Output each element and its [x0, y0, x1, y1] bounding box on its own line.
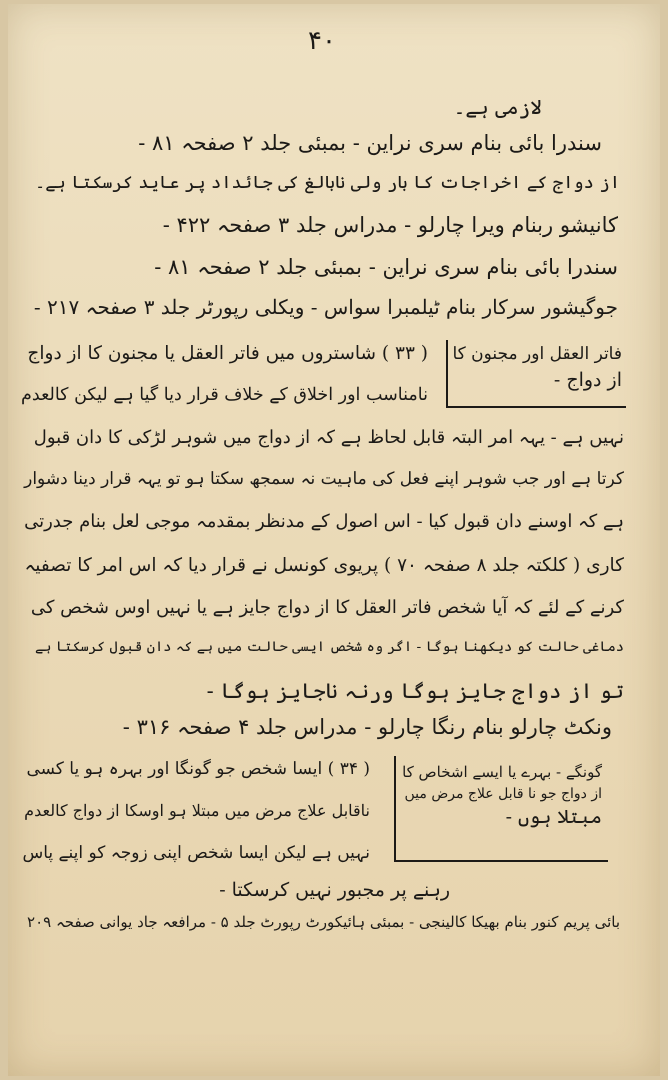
text-line: کرنے کے لئے کہ آیا شخص فاتر العقل کا از دواج جایز ہے یا نہیں اوس شخص کی — [30, 597, 624, 618]
text-line: ہے کہ اوسنے دان قبول کیا - اس اصول کے مدنظر بمقدمہ موجی لعل بنام جدرتی — [24, 511, 624, 532]
text-line: بائی پریم کنور بنام بھیکا کالینجی - بمبئی ہائیکورٹ رپورٹ جلد ۵ - مرافعہ جاد یوانی صفحہ ۲۰۹ — [27, 913, 620, 931]
page-number: ۴۰ — [308, 26, 336, 56]
text-line: سندرا بائی بنام سری نراین - بمبئی جلد ۲ صفحہ ۸۱ - — [138, 131, 602, 155]
text-line: ونکٹ چارلو بنام رنگا چارلو - مدراس جلد ۴ صفحہ ۳۱۶ - — [122, 715, 612, 739]
text-line: نہیں ہے لیکن ایسا شخص اپنی زوجہ کو اپنے پاس — [22, 843, 370, 863]
text-line: نامناسب اور اخلاق کے خلاف قرار دیا گیا ہے لیکن کالعدم — [21, 385, 428, 405]
text-line: لازمی ہے۔ — [453, 95, 542, 119]
side-note-34 — [402, 762, 602, 832]
text-line: کرتا ہے اور جب شوہر اپنے فعل کی ماہیت نہ سمجھ سکتا ہو تو یہہ قرار دینا دشوار — [24, 469, 624, 489]
side-note-line: از دواج - — [553, 368, 622, 391]
text-line: ناقابل علاج مرض میں مبتلا ہو اوسکا از دواج کالعدم — [24, 801, 370, 820]
text-line: دماغی حالت کو دیکھنا ہوگا - اگر وہ شخص ایسی حالت میں ہے کہ دان قبول کرسکتا ہے — [35, 639, 624, 655]
text-line: کانیشو ربنام ویرا چارلو - مدراس جلد ۳ صفحہ ۴۲۲ - — [162, 213, 618, 237]
text-line: رہنے پر مجبور نہیں کرسکتا - — [219, 879, 450, 901]
text-line: جوگیشور سرکار بنام ٹیلمبرا سواس - ویکلی رپورٹر جلد ۳ صفحہ ۲۱۷ - — [33, 295, 618, 319]
side-note-line: فاتر العقل اور مجنون کا — [452, 344, 622, 364]
side-note-line: گونگے - بہرے یا ایسے اشخاص کا — [402, 763, 602, 781]
text-line: از دواج کے اخراجات کا بار ولی نابالغ کی جائداد پر عاید کرسکتا ہے۔ — [34, 173, 620, 193]
text-line: کاری ( کلکتہ جلد ۸ صفحہ ۷۰ ) پریوی کونسل نے قرار دیا کہ اس امر کا تصفیہ — [24, 555, 624, 576]
text-line: تو از دواج جایز ہوگا ورنہ ناجایز ہوگا - — [206, 679, 624, 703]
side-note-line: مبتلا ہوں - — [505, 806, 602, 829]
text-line: ( ۳۳ ) شاستروں میں فاتر العقل یا مجنون کا از دواج — [27, 343, 428, 364]
text-line: ( ۳۴ ) ایسا شخص جو گونگا اور بہرہ ہو یا کسی — [26, 759, 370, 779]
document-page — [8, 4, 660, 1076]
text-line: نہیں ہے - یہہ امر البتہ قابل لحاظ ہے کہ از دواج میں شوہر لڑکی کا دان قبول — [33, 427, 624, 448]
side-note-line: از دواج جو نا قابل علاج مرض میں — [404, 785, 602, 802]
text-line: سندرا بائی بنام سری نراین - بمبئی جلد ۲ صفحہ ۸۱ - — [154, 255, 618, 279]
side-note-33 — [452, 342, 622, 394]
